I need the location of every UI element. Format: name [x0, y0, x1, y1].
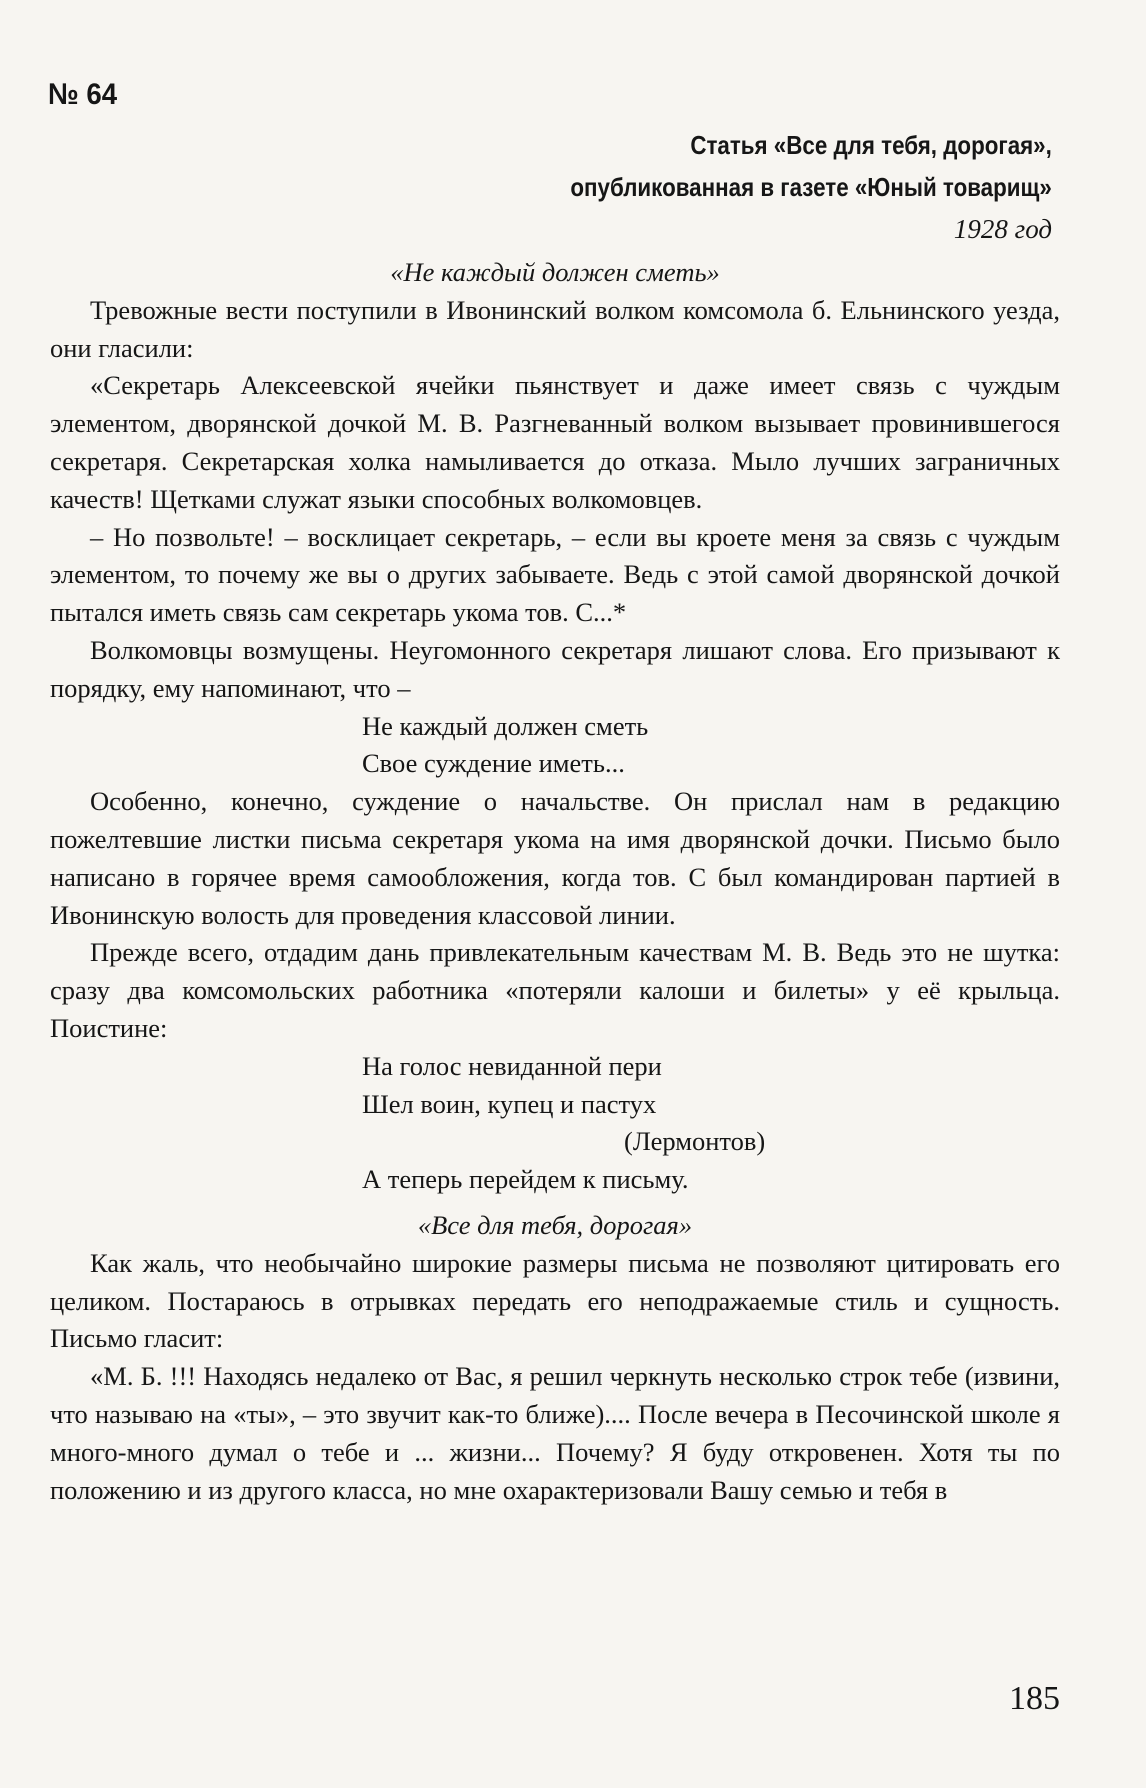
paragraph: Тревожные вести поступили в Ивонинский волком комсомола б. Ельнинского уезда, они гласили:: [50, 294, 1060, 363]
verse-quote-1: [362, 708, 1060, 784]
document-title-line-2: опубликованная в газете «Юный товарищ»: [570, 172, 1052, 202]
verse-line: Не каждый должен сметь: [362, 710, 649, 741]
verse-attribution: (Лермонтов): [624, 1126, 766, 1157]
document-title-line-1: Статья «Все для тебя, дорогая»,: [690, 130, 1052, 160]
paragraph: «М. Б. !!! Находясь недалеко от Вас, я решил черкнуть несколько строк тебе (извини, что называю на «ты», – это звучит как-то ближе).... После вечера в Песочинской школе я много-много думал о тебе и ... жизни... Почему? Я буду откровенен. Хотя ты по положению и из другого класса, но мне охарактеризовали Вашу семью и тебя в: [50, 1361, 1060, 1505]
paragraph: Прежде всего, отдадим дань привлекательным качествам М. В. Ведь это не шутка: сразу два комсомольских работника «потеряли калоши и билеты» у её крыльца. Поистине:: [50, 937, 1060, 1043]
paragraph: Как жаль, что необычайно широкие размеры письма не позволяют цитировать его целиком. Постараюсь в отрывках передать его неподражаемые стиль и сущность. Письмо гласит:: [50, 1247, 1060, 1354]
verse-line: Шел воин, купец и пастух: [362, 1088, 657, 1119]
verse-line: А теперь перейдем к письму.: [362, 1164, 689, 1195]
document-number: № 64: [48, 78, 118, 111]
article-body: [50, 254, 1060, 1509]
page-number: 185: [1009, 1680, 1060, 1717]
paragraph: «Секретарь Алексеевской ячейки пьянствует и даже имеет связь с чуждым элементом, дворянской дочкой М. В. Разгневанный волком вызывает провинившегося секретаря. Секретарская холка намыливается до отказа. Мыло лучших заграничных качеств! Щетками служат языки способных волкомовцев.: [50, 370, 1060, 514]
paragraph: Волкомовцы возмущены. Неугомонного секретаря лишают слова. Его призывают к порядку, ему напоминают, что –: [50, 634, 1060, 703]
verse-line: На голос невиданной пери: [362, 1050, 662, 1081]
document-year: 1928 год: [953, 214, 1052, 244]
verse-quote-2: [362, 1048, 1060, 1199]
section-heading-2: «Все для тебя, дорогая»: [417, 1209, 693, 1240]
section-heading-1: «Не каждый должен сметь»: [390, 257, 720, 287]
paragraph: – Но позвольте! – восклицает секретарь, – если вы кроете меня за связь с чуждым элементом, то почему же вы о других забываете. Ведь с этой самой дворянской дочкой пытался иметь связь сам секретарь укома тов. С...*: [50, 521, 1060, 628]
verse-line: Свое суждение иметь...: [362, 748, 625, 779]
paragraph: Особенно, конечно, суждение о начальстве. Он прислал нам в редакцию пожелтевшие листки письма секретаря укома на имя дворянской дочки. Письмо было написано в горячее время самообложения, когда тов. С был командирован партией в Ивонинскую волость для проведения классовой линии.: [50, 786, 1060, 930]
document-title: [571, 124, 1052, 208]
